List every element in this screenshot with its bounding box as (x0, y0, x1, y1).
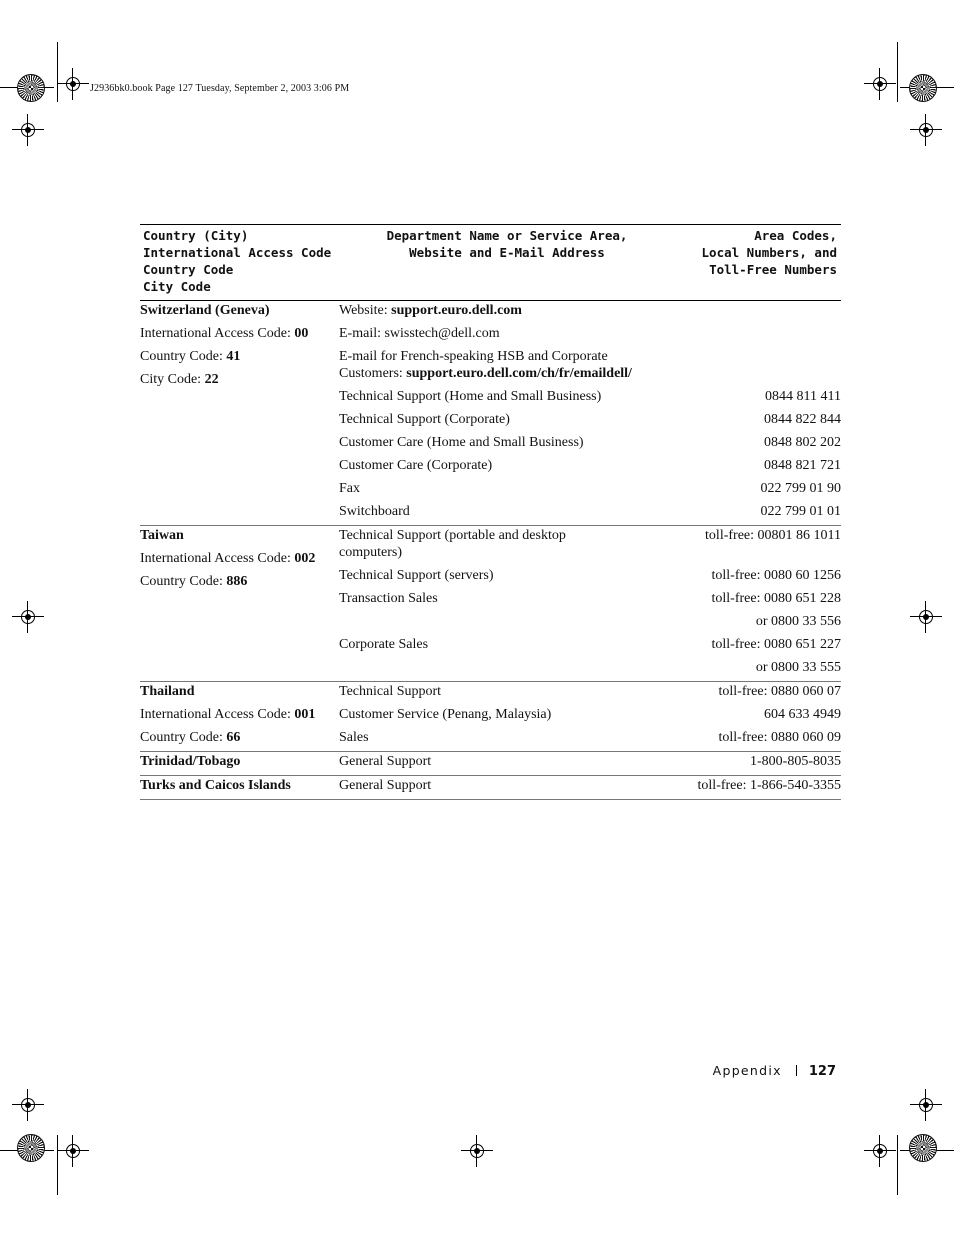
registration-mark-icon (63, 1141, 83, 1161)
number-cell: toll-free: 00801 86 1011 toll-free: 0080 60 1256 toll-free: 0080 651 228 or 0800 33 556 toll-free: 0080 651 227 or 0800 33 555 (676, 526, 841, 682)
section-name: Appendix (712, 1063, 782, 1078)
country-cell: Taiwan International Access Code: 002 Country Code: 886 (140, 526, 339, 682)
registration-mark-icon (916, 1095, 936, 1115)
registration-mark-icon (870, 74, 890, 94)
country-cell: Switzerland (Geneva) International Access Code: 00 Country Code: 41 City Code: 22 (140, 301, 339, 526)
table-row-taiwan (140, 526, 841, 682)
table-row-switzerland (140, 301, 841, 526)
email-web-link[interactable]: support.euro.dell.com/ch/fr/emaildell/ (406, 366, 632, 381)
registration-mark-icon (916, 120, 936, 140)
star-target-icon (909, 1134, 937, 1162)
page-footer (713, 1063, 836, 1079)
registration-mark-icon (916, 607, 936, 627)
page-number: 127 (808, 1064, 836, 1079)
header-country: Country (City) International Access Code Country Code City Code (140, 225, 339, 301)
header-numbers: Area Codes, Local Numbers, and Toll-Free Numbers (676, 225, 841, 301)
number-cell: 0844 811 411 0844 822 844 0848 802 202 0848 821 721 022 799 01 90 022 799 01 01 (676, 301, 841, 526)
service-cell: Website: support.euro.dell.com E-mail: swisstech@dell.com E-mail for French-speaking HSB and Corporate Customers: support.euro.dell.com/ch/fr/emaildell/ Technical Support (Home and Small Business) Technical Support (Corporate) Customer Care (Home and Small Business) Customer Care (Corporate) Fax Switchboard (339, 301, 676, 526)
registration-mark-icon (467, 1141, 487, 1161)
star-target-icon (17, 1134, 45, 1162)
website-link[interactable]: support.euro.dell.com (391, 303, 522, 318)
country-name: Switzerland (Geneva) (140, 303, 270, 318)
registration-mark-icon (870, 1141, 890, 1161)
registration-mark-icon (63, 74, 83, 94)
registration-mark-icon (18, 1095, 38, 1115)
country-name: Turks and Caicos Islands (140, 778, 291, 793)
number-cell: toll-free: 0880 060 07 604 633 4949 toll-free: 0880 060 09 (676, 682, 841, 752)
table-row-thailand (140, 682, 841, 752)
country-name: Trinidad/Tobago (140, 754, 241, 769)
table-row-trinidad: Trinidad/Tobago General Support 1-800-805-8035 (140, 752, 841, 776)
registration-mark-icon (18, 607, 38, 627)
registration-mark-icon (18, 120, 38, 140)
divider (796, 1065, 797, 1076)
table-row-turks-caicos: Turks and Caicos Islands General Support toll-free: 1-866-540-3355 (140, 776, 841, 800)
country-name: Thailand (140, 684, 195, 699)
country-cell: Thailand International Access Code: 001 Country Code: 66 (140, 682, 339, 752)
print-slug: J2936bk0.book Page 127 Tuesday, September 2, 2003 3:06 PM (90, 83, 350, 94)
service-cell: Technical Support Customer Service (Penang, Malaysia) Sales (339, 682, 676, 752)
contact-table (140, 224, 841, 800)
star-target-icon (909, 74, 937, 102)
email-link[interactable]: E-mail: swisstech@dell.com (339, 326, 500, 341)
service-cell: Technical Support (portable and desktop computers) Technical Support (servers) Transaction Sales Corporate Sales (339, 526, 676, 682)
country-name: Taiwan (140, 528, 184, 543)
table-header-row (140, 225, 841, 301)
star-target-icon (17, 74, 45, 102)
header-department: Department Name or Service Area, Website and E-Mail Address (339, 225, 676, 301)
